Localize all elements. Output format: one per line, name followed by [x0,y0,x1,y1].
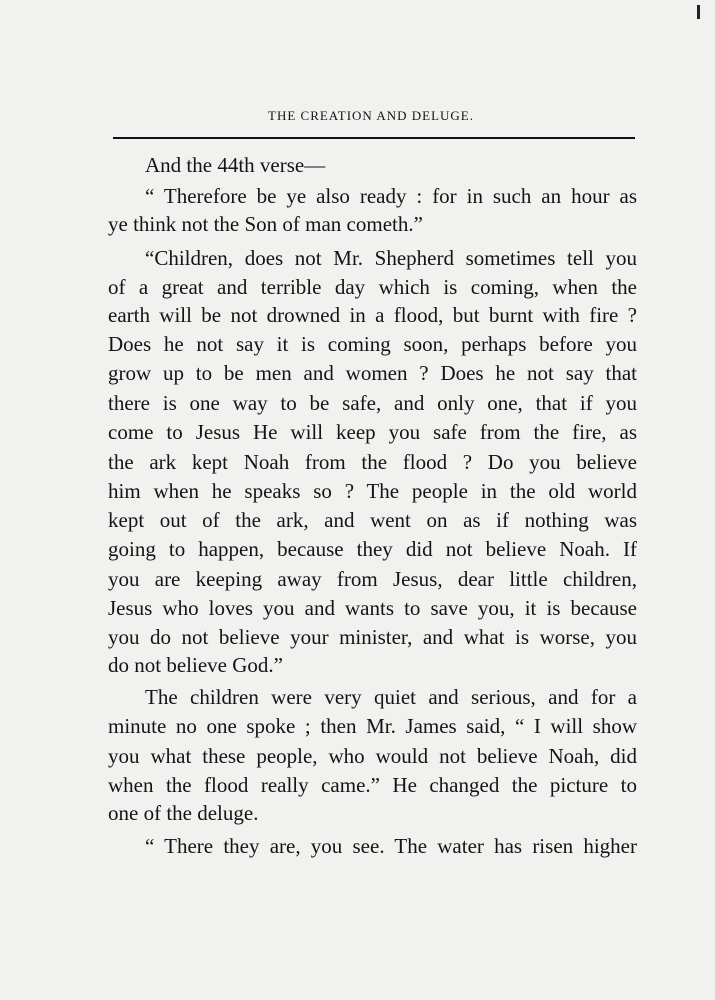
text-line: minute no one spoke ; then Mr. James said, “ I will show [108,714,637,738]
text-line: ye think not the Son of man cometh.” [108,212,423,236]
running-header: THE CREATION AND DELUGE. [268,108,474,123]
text-line: you what these people, who would not believe Noah, did [108,744,637,768]
text-line: “ Therefore be ye also ready : for in such an hour as [145,184,637,208]
text-line: there is one way to be safe, and only one, that if you [108,391,637,415]
text-line: when the flood really came.” He changed the picture to [108,773,637,797]
text-line: “Children, does not Mr. Shepherd sometimes tell you [145,246,637,270]
scan-mark [697,5,700,19]
text-line: grow up to be men and women ? Does he not say that [108,361,637,385]
text-line: you do not believe your minister, and what is worse, you [108,625,637,649]
text-line: The children were very quiet and serious, and for a [145,685,637,709]
text-line: come to Jesus He will keep you safe from the fire, as [108,420,637,444]
text-line: do not believe God.” [108,653,283,677]
header-rule [113,137,635,139]
text-line: “ There they are, you see. The water has risen higher [145,834,637,858]
text-line: Does he not say it is coming soon, perhaps before you [108,332,637,356]
text-line: of a great and terrible day which is coming, when the [108,275,637,299]
text-line: you are keeping away from Jesus, dear little children, [108,567,637,591]
text-line: Jesus who loves you and wants to save you, it is because [108,596,637,620]
text-line: one of the deluge. [108,801,259,825]
text-line: And the 44th verse— [145,153,326,177]
text-line: going to happen, because they did not believe Noah. If [108,537,637,561]
text-line: the ark kept Noah from the flood ? Do you believe [108,450,637,474]
text-line: earth will be not drowned in a flood, but burnt with fire ? [108,303,637,327]
text-line: kept out of the ark, and went on as if nothing was [108,508,637,532]
text-line: him when he speaks so ? The people in the old world [108,479,637,503]
